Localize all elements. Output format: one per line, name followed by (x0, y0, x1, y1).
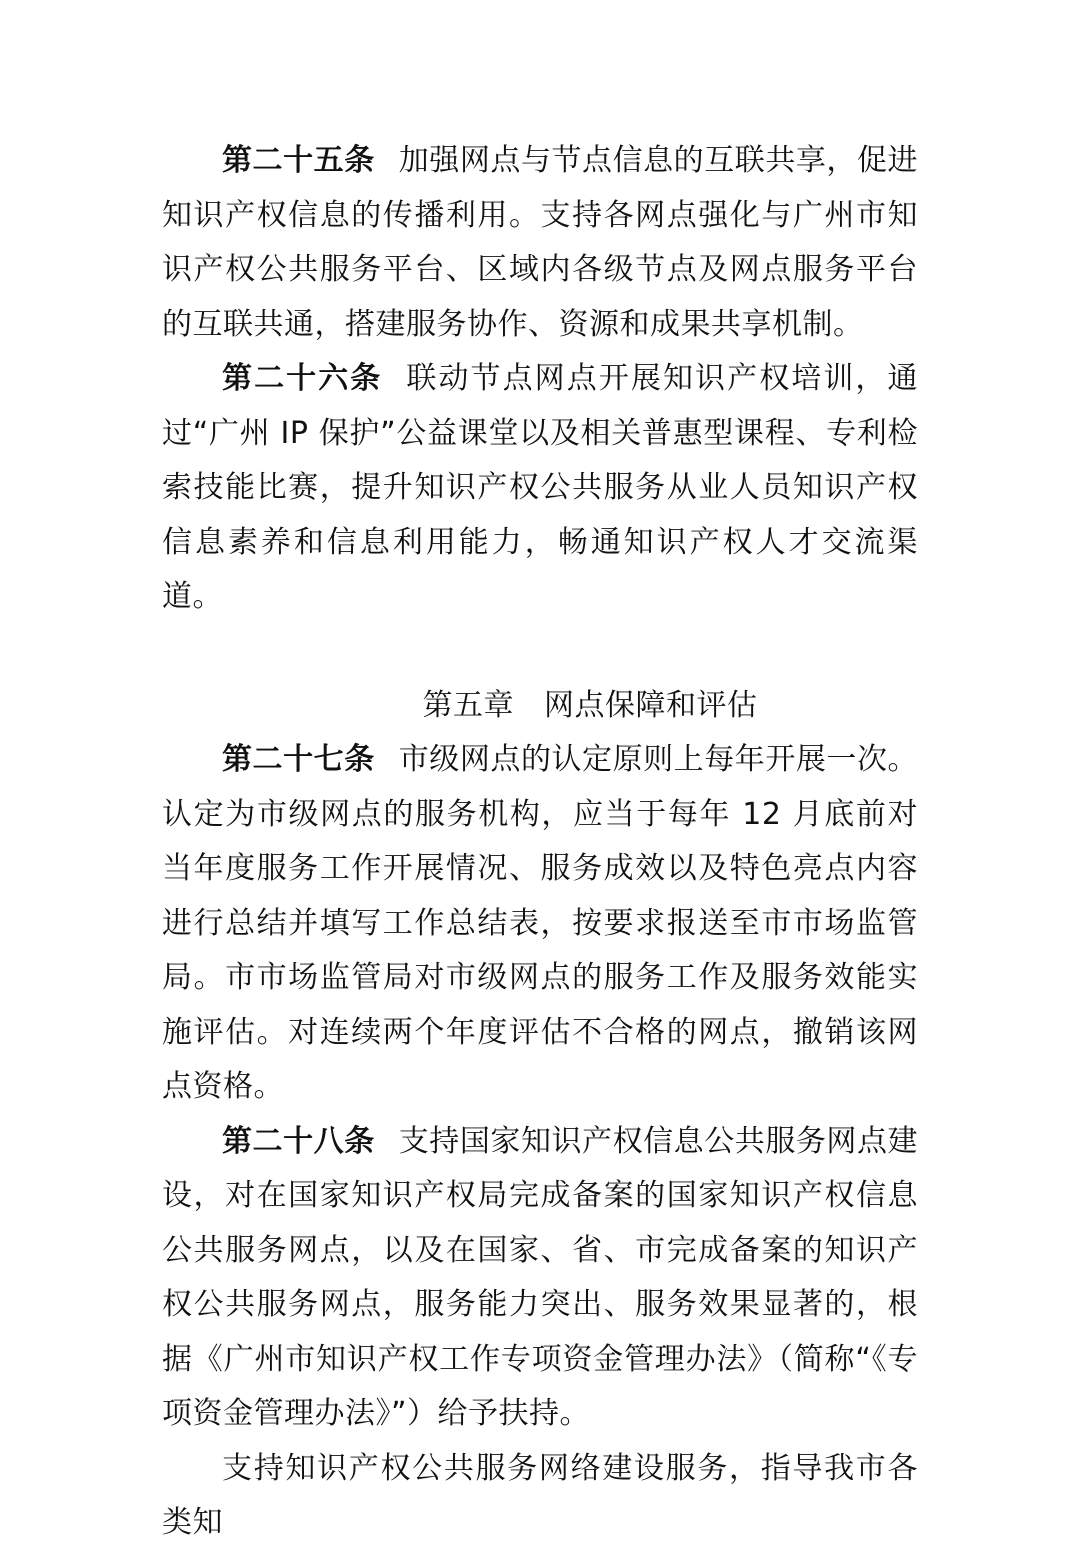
document-body (162, 134, 918, 1551)
article-26-body: 联动节点网点开展知识产权培训，通过“广州 IP 保护”公益课堂以及相关普惠型课程、专利检索技能比赛，提升知识产权公共服务从业人员知识产权信息素养和信息利用能力，畅通知识产权人才交流渠道。 (162, 361, 918, 614)
chapter-name: 网点保障和评估 (544, 687, 758, 723)
article-26 (162, 352, 918, 625)
article-27-title: 第二十七条 (222, 742, 375, 777)
article-25 (162, 134, 918, 352)
article-27-body: 市级网点的认定原则上每年开展一次。认定为市级网点的服务机构，应当于每年 12 月底前对当年度服务工作开展情况、服务成效以及特色亮点内容进行总结并填写工作总结表，按要求报送至市市场监管局。市市场监管局对市级网点的服务工作及服务效能实施评估。对连续两个年度评估不合格的网点，撤销该网点资格。 (162, 742, 919, 1104)
article-27 (162, 733, 918, 1115)
trailing-paragraph: 支持知识产权公共服务网络建设服务，指导我市各类知 (162, 1450, 918, 1540)
chapter-heading (162, 679, 918, 734)
article-26-title: 第二十六条 (222, 361, 383, 396)
article-28-body: 支持国家知识产权信息公共服务网点建设，对在国家知识产权局完成备案的国家知识产权信息公共服务网点，以及在国家、省、市完成备案的知识产权公共服务网点，服务能力突出、服务效果显著的，根据《广州市知识产权工作专项资金管理办法》（简称“《专项资金管理办法》”）给予扶持。 (162, 1123, 919, 1431)
article-25-body: 加强网点与节点信息的互联共享，促进知识产权信息的传播利用。支持各网点强化与广州市知识产权公共服务平台、区域内各级节点及网点服务平台的互联共通，搭建服务协作、资源和成果共享机制。 (162, 143, 919, 342)
article-25-title: 第二十五条 (222, 143, 375, 178)
article-28 (162, 1115, 918, 1442)
article-28-title: 第二十八条 (222, 1123, 375, 1159)
chapter-number: 第五章 (422, 687, 514, 723)
